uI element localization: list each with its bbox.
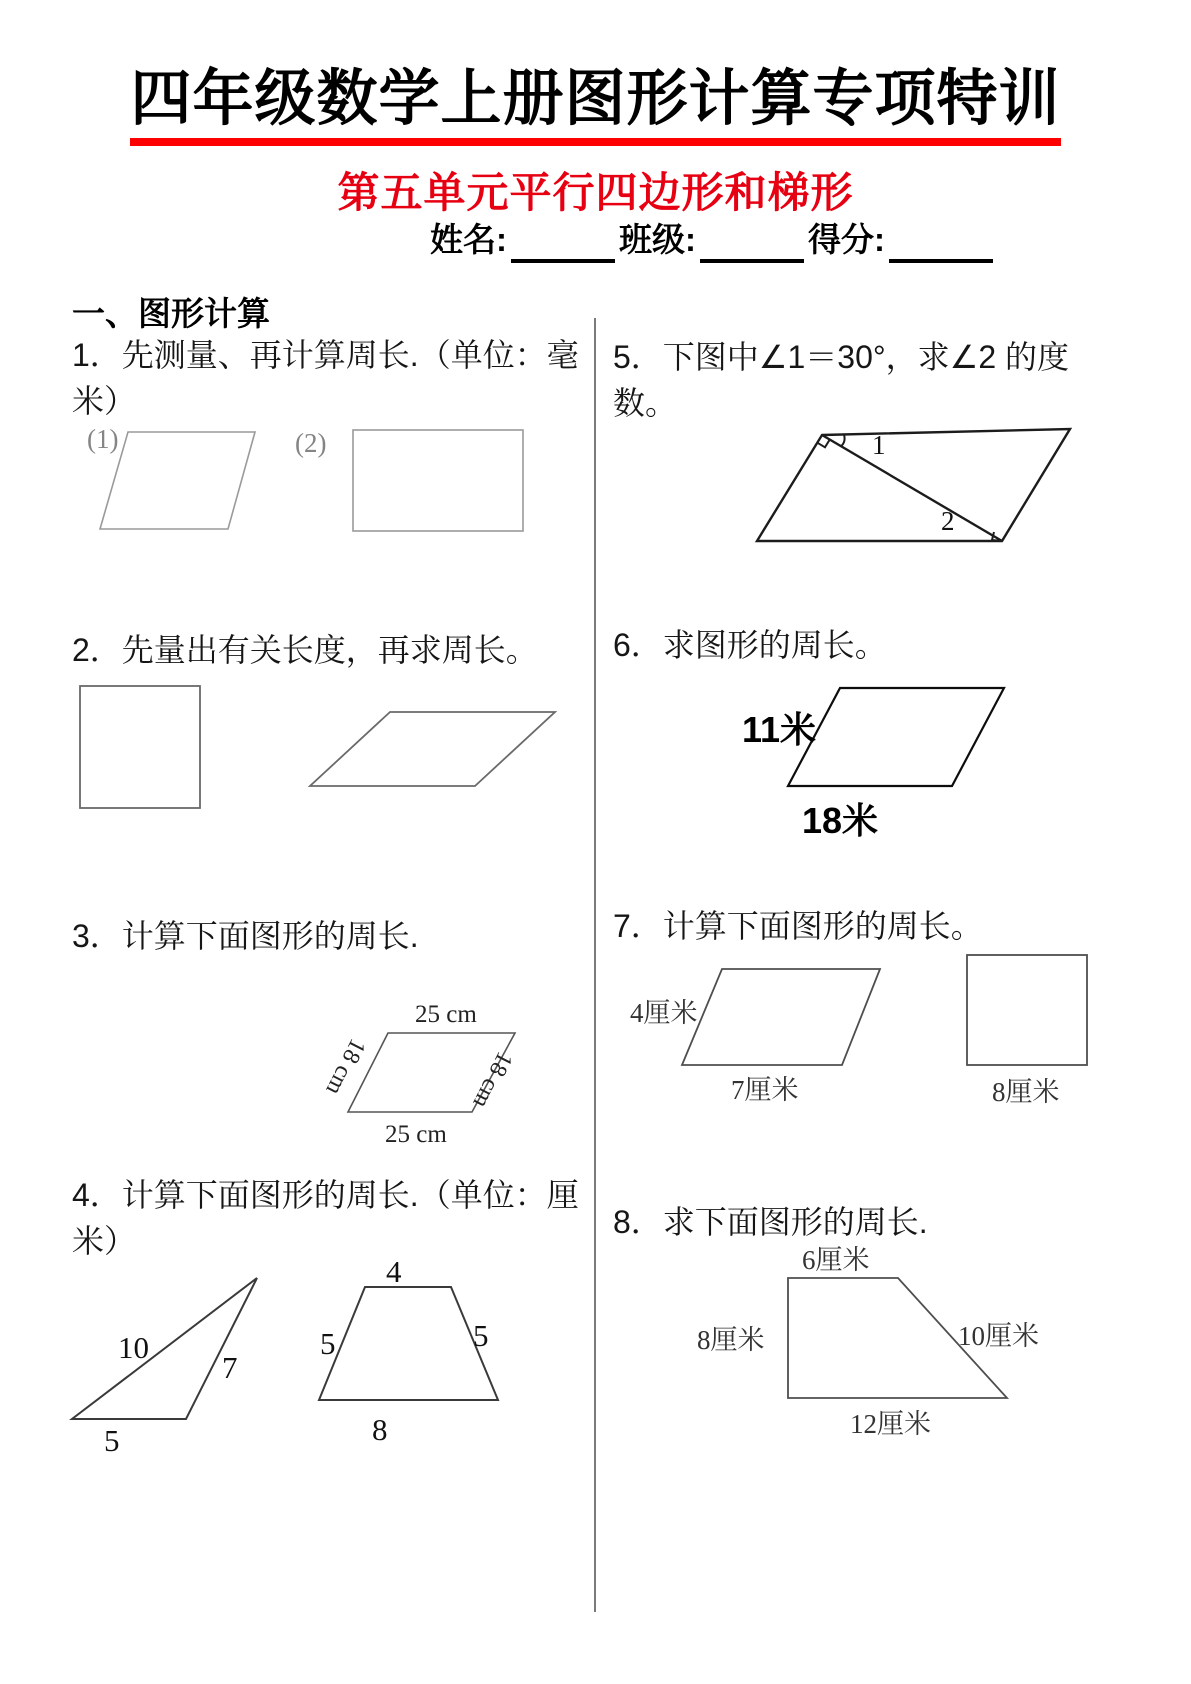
q5-angle1-arc (841, 435, 845, 447)
q8-right-length-label: 10厘米 (958, 1321, 1039, 1351)
question-5-text: 5．下图中∠1＝30°，求∠2 的度数。 (613, 339, 1070, 422)
question-2-text: 2．先量出有关长度，再求周长。 (72, 632, 538, 668)
question-1-text: 1．先测量、再计算周长.（单位：毫米） (72, 337, 579, 420)
q7-parallelogram-side-label: 4厘米 (630, 998, 698, 1028)
q8-bottom-length-label: 12厘米 (850, 1409, 931, 1439)
header (0, 66, 1191, 146)
unit-subtitle: 第五单元平行四边形和梯形 (337, 171, 854, 217)
q3-top-length-label: 25 cm (415, 1001, 477, 1028)
name-label: 姓名: (430, 221, 507, 258)
class-blank-line (700, 223, 804, 263)
q1-figure-svg (70, 420, 540, 538)
q3-left-length-label: 18 cm (320, 1034, 371, 1100)
q3-bottom-length-label: 25 cm (385, 1121, 447, 1148)
q1-rectangle-shape (353, 430, 523, 531)
question-8-text: 8．求下面图形的周长. (613, 1204, 928, 1240)
q4-trapezoid-right-label: 5 (473, 1318, 489, 1353)
q8-left-length-label: 8厘米 (697, 1325, 765, 1355)
q5-diagonal-line (822, 435, 1002, 541)
q1-parallelogram-shape (100, 432, 255, 529)
question-4-text: 4．计算下面图形的周长.（单位：厘米） (72, 1177, 579, 1260)
q4-triangle-right-label: 7 (222, 1350, 238, 1385)
q2-square-shape (80, 686, 200, 808)
q2-figure-svg (70, 680, 570, 815)
q5-figure-svg (690, 392, 1110, 552)
q4-trapezoid-top-label: 4 (386, 1254, 402, 1289)
q6-parallelogram-shape (788, 688, 1004, 786)
class-label: 班级: (619, 221, 696, 258)
q5-angle2-label: 2 (941, 506, 955, 536)
q8-top-length-label: 6厘米 (802, 1245, 870, 1275)
q4-triangle-left-label: 10 (118, 1330, 149, 1365)
q3-right-length-label: 18 cm (467, 1047, 518, 1113)
q7-square-bottom-label: 8厘米 (992, 1077, 1060, 1107)
q7-parallelogram-shape (682, 969, 880, 1065)
column-divider-line (594, 318, 596, 1612)
q6-left-length-label: 11米 (742, 709, 817, 750)
figure-2-tag: (2) (295, 428, 327, 458)
score-label: 得分: (808, 221, 885, 258)
name-class-score-row (430, 214, 997, 261)
q6-bottom-length-label: 18米 (802, 800, 879, 841)
q4-trapezoid-bottom-label: 8 (372, 1412, 388, 1447)
q7-parallelogram-bottom-label: 7厘米 (731, 1075, 799, 1105)
q5-parallelogram-shape (757, 429, 1070, 541)
question-7-text: 7．计算下面图形的周长。 (613, 908, 983, 944)
q4-triangle-bottom-label: 5 (104, 1423, 120, 1458)
question-6-text: 6．求图形的周长。 (613, 627, 887, 663)
q4-trapezoid-left-label: 5 (320, 1326, 336, 1361)
question-3-text: 3．计算下面图形的周长. (72, 918, 419, 954)
page-title: 四年级数学上册图形计算专项特训 (130, 66, 1060, 146)
q5-angle1-label: 1 (872, 430, 886, 460)
section-heading: 一、图形计算 (72, 295, 270, 332)
q2-parallelogram-shape (310, 712, 555, 786)
score-blank-line (889, 223, 993, 263)
q4-trapezoid-shape (319, 1287, 498, 1400)
figure-1-tag: (1) (87, 424, 119, 454)
q7-square-shape (967, 955, 1087, 1065)
q4-triangle-shape (72, 1278, 257, 1419)
name-blank-line (511, 223, 615, 263)
